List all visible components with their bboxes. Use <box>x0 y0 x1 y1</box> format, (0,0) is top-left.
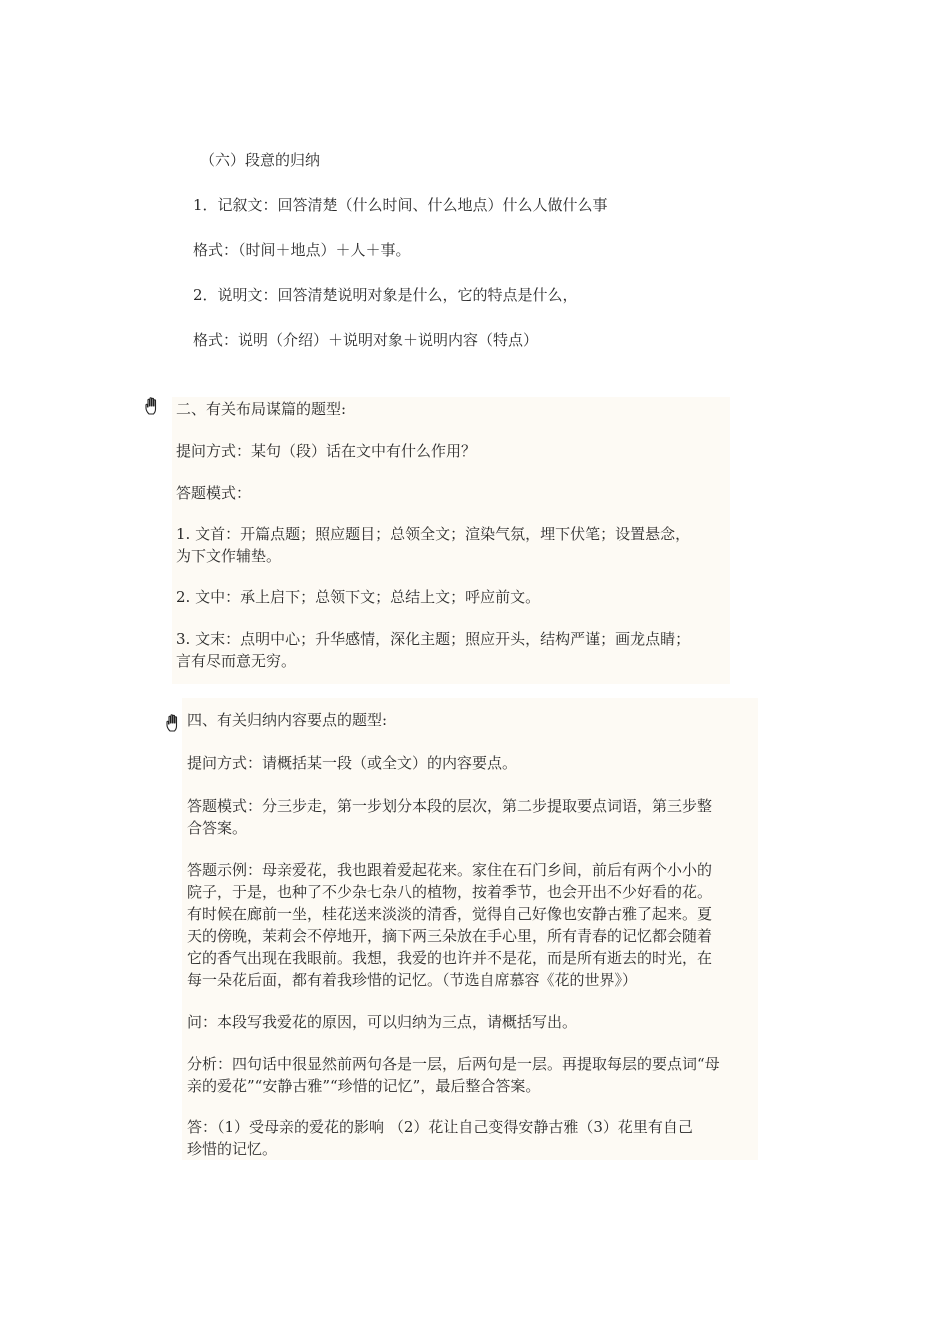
hand-cursor-icon[interactable] <box>164 713 184 733</box>
layout-point-2: 2. 文中：承上启下；总领下文；总结上文；呼应前文。 <box>176 588 541 606</box>
narrative-format: 格式：（时间＋地点）＋人＋事。 <box>193 241 411 259</box>
hand-cursor-icon[interactable] <box>143 396 163 416</box>
layout-point-1-line-1: 1. 文首：开篇点题；照应题目；总领全文；渲染气氛，埋下伏笔；设置悬念， <box>176 525 691 543</box>
layout-point-3-line-2: 言有尽而意无穷。 <box>176 652 297 670</box>
example-line: 天的傍晚，茉莉会不停地开，摘下两三朵放在手心里，所有青春的记忆都会随着 <box>187 927 713 945</box>
example-line: 每一朵花后面，都有着我珍惜的记忆。（节选自席慕容《花的世界》） <box>187 971 638 989</box>
example-question: 问：本段写我爱花的原因，可以归纳为三点，请概括写出。 <box>187 1013 578 1031</box>
example-line: 院子，于是，也种了不少杂七杂八的植物，按着季节，也会开出不少好看的花。 <box>187 883 713 901</box>
layout-answer-mode: 答题模式： <box>176 484 252 502</box>
answer-line-2: 珍惜的记忆。 <box>187 1140 278 1158</box>
example-line: 答题示例：母亲爱花，我也跟着爱起花来。家住在石门乡间，前后有两个小小的 <box>187 861 713 879</box>
section-heading-summary: 四、有关归纳内容要点的题型: <box>187 711 388 729</box>
layout-question-method: 提问方式：某句（段）话在文中有什么作用？ <box>176 442 477 460</box>
analysis-line-1: 分析：四句话中很显然前两句各是一层，后两句是一层。再提取每层的要点词“母 <box>187 1055 720 1073</box>
layout-point-3-line-1: 3. 文末：点明中心；升华感情，深化主题；照应开头，结构严谨；画龙点睛； <box>176 630 691 648</box>
expository-item: 2．说明文：回答清楚说明对象是什么，它的特点是什么， <box>193 286 578 304</box>
example-line: 有时候在廊前一坐，桂花送来淡淡的清香，觉得自己好像也安静古雅了起来。夏 <box>187 905 713 923</box>
section-heading-layout: 二、有关布局谋篇的题型: <box>176 400 347 418</box>
example-line: 它的香气出现在我眼前。我想，我爱的也许并不是花，而是所有逝去的时光，在 <box>187 949 713 967</box>
summary-answer-mode-line-1: 答题模式：分三步走，第一步划分本段的层次，第二步提取要点词语，第三步整 <box>187 797 713 815</box>
summary-answer-mode-line-2: 合答案。 <box>187 819 248 837</box>
expository-format: 格式：说明（介绍）＋说明对象＋说明内容（特点） <box>193 331 539 349</box>
analysis-line-2: 亲的爱花”“安静古雅”“珍惜的记忆”，最后整合答案。 <box>187 1077 541 1095</box>
answer-line-1: 答：（1）受母亲的爱花的影响 （2）花让自己变得安静古雅（3）花里有自己 <box>187 1118 693 1136</box>
section-heading-paragraph-summary: （六）段意的归纳 <box>200 151 321 169</box>
summary-question-method: 提问方式：请概括某一段（或全文）的内容要点。 <box>187 754 518 772</box>
narrative-item: 1．记叙文：回答清楚（什么时间、什么地点）什么人做什么事 <box>193 196 608 214</box>
layout-point-1-line-2: 为下文作辅垫。 <box>176 547 282 565</box>
